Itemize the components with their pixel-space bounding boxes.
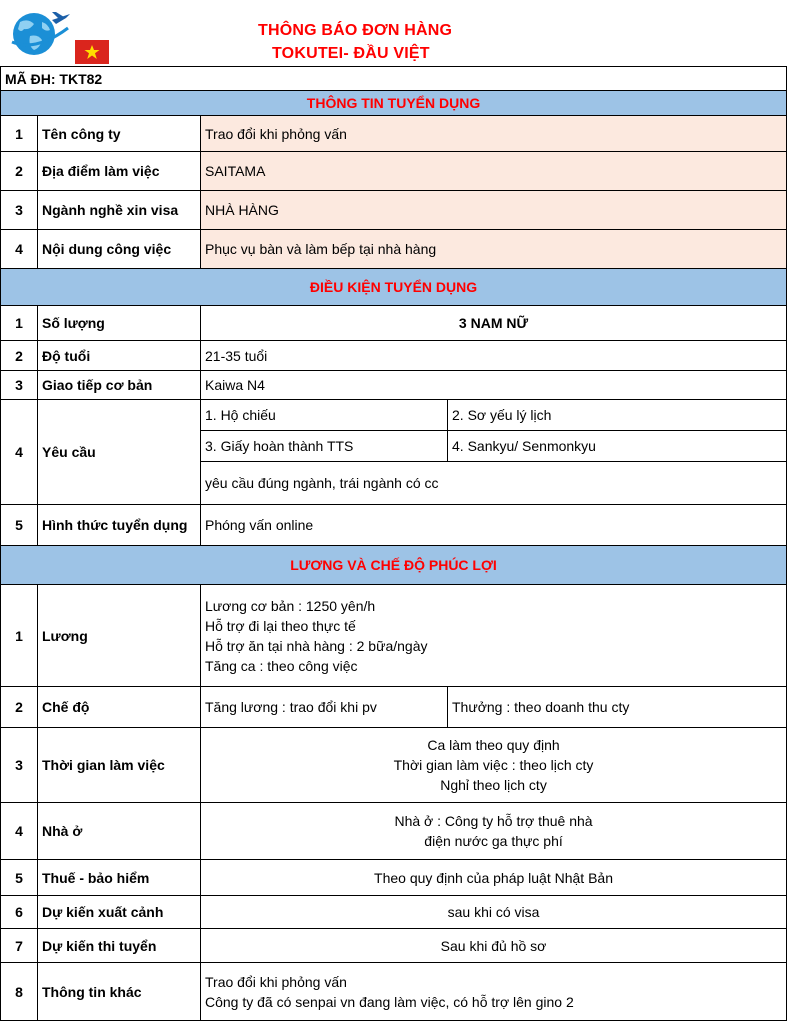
tax-value: Theo quy định của pháp luật Nhật Bản — [201, 860, 787, 896]
row-label: Độ tuổi — [38, 341, 201, 371]
row-number: 4 — [1, 230, 38, 269]
section-header-recruitment-info — [1, 91, 787, 116]
requirement-item: 4. Sankyu/ Senmonkyu — [448, 431, 787, 462]
page-title: THÔNG BÁO ĐƠN HÀNG — [258, 22, 453, 39]
table-row — [1, 687, 787, 728]
table-row — [1, 803, 787, 860]
table-row — [1, 728, 787, 803]
bonus-value: Thưởng : theo doanh thu cty — [448, 687, 787, 728]
raise-value: Tăng lương : trao đổi khi pv — [201, 687, 448, 728]
salary-line: Hỗ trợ ăn tại nhà hàng : 2 bữa/ngày — [205, 637, 428, 654]
globe-airplane-logo-icon — [6, 8, 74, 58]
row-value: SAITAMA — [201, 152, 787, 191]
row-label: Tên công ty — [38, 116, 201, 152]
row-label: Ngành nghề xin visa — [38, 191, 201, 230]
row-number: 3 — [1, 728, 38, 803]
working-time-details — [201, 728, 787, 803]
row-number: 1 — [1, 116, 38, 152]
table-row — [1, 896, 787, 929]
other-line: Công ty đã có senpai vn đang làm việc, có hỗ trợ lên gino 2 — [205, 993, 574, 1010]
salary-line: Hỗ trợ đi lại theo thực tế — [205, 617, 356, 634]
row-number: 3 — [1, 371, 38, 400]
table-row — [1, 963, 787, 1021]
section-title: ĐIỀU KIỆN TUYỂN DỤNG — [1, 269, 787, 306]
row-label: Dự kiến thi tuyển — [38, 929, 201, 963]
requirement-note: yêu cầu đúng ngành, trái ngành có cc — [201, 462, 787, 505]
order-table — [0, 66, 787, 1021]
table-row — [1, 371, 787, 400]
table-row — [1, 400, 787, 431]
row-number: 6 — [1, 896, 38, 929]
housing-details — [201, 803, 787, 860]
row-label: Nhà ở — [38, 803, 201, 860]
table-row — [1, 929, 787, 963]
row-label: Số lượng — [38, 306, 201, 341]
row-label: Yêu cầu — [38, 400, 201, 505]
row-number: 1 — [1, 306, 38, 341]
row-number: 2 — [1, 152, 38, 191]
salary-line: Tăng ca : theo công việc — [205, 657, 358, 674]
row-number: 4 — [1, 803, 38, 860]
row-label: Nội dung công việc — [38, 230, 201, 269]
requirement-item: 3. Giấy hoàn thành TTS — [201, 431, 448, 462]
row-value: Phục vụ bàn và làm bếp tại nhà hàng — [201, 230, 787, 269]
section-title: THÔNG TIN TUYỂN DỤNG — [1, 91, 787, 116]
quantity-value: 3 NAM NỮ — [201, 306, 787, 341]
table-row — [1, 341, 787, 371]
requirement-item: 1. Hộ chiếu — [201, 400, 448, 431]
order-code: MÃ ĐH: TKT82 — [1, 67, 787, 91]
row-number: 5 — [1, 505, 38, 546]
table-row — [1, 116, 787, 152]
housing-line: điện nước ga thực phí — [424, 833, 563, 849]
row-label: Giao tiếp cơ bản — [38, 371, 201, 400]
section-header-salary — [1, 546, 787, 585]
row-number: 3 — [1, 191, 38, 230]
other-line: Trao đổi khi phỏng vấn — [205, 973, 347, 990]
departure-value: sau khi có visa — [201, 896, 787, 929]
table-row — [1, 860, 787, 896]
table-row — [1, 191, 787, 230]
row-label: Địa điểm làm việc — [38, 152, 201, 191]
table-row — [1, 230, 787, 269]
row-value: Trao đổi khi phỏng vấn — [201, 116, 787, 152]
working-time-line: Thời gian làm việc : theo lịch cty — [393, 757, 594, 773]
section-title: LƯƠNG VÀ CHẾ ĐỘ PHÚC LỢI — [1, 546, 787, 585]
working-time-line: Ca làm theo quy định — [427, 737, 560, 753]
row-number: 2 — [1, 341, 38, 371]
row-label: Chế độ — [38, 687, 201, 728]
row-number: 4 — [1, 400, 38, 505]
age-value: 21-35 tuổi — [201, 341, 787, 371]
salary-line: Lương cơ bản : 1250 yên/h — [205, 597, 376, 614]
order-code-row — [1, 67, 787, 91]
other-details — [201, 963, 787, 1021]
row-number: 1 — [1, 585, 38, 687]
page-header — [0, 0, 787, 66]
row-label: Hình thức tuyển dụng — [38, 505, 201, 546]
salary-details — [201, 585, 787, 687]
row-label: Thời gian làm việc — [38, 728, 201, 803]
row-number: 7 — [1, 929, 38, 963]
row-number: 2 — [1, 687, 38, 728]
table-row — [1, 585, 787, 687]
table-row — [1, 505, 787, 546]
housing-line: Nhà ở : Công ty hỗ trợ thuê nhà — [394, 813, 593, 829]
row-number: 8 — [1, 963, 38, 1021]
row-label: Lương — [38, 585, 201, 687]
row-label: Dự kiến xuất cảnh — [38, 896, 201, 929]
working-time-line: Nghỉ theo lịch cty — [440, 777, 547, 793]
requirement-item: 2. Sơ yếu lý lịch — [448, 400, 787, 431]
exam-value: Sau khi đủ hồ sơ — [201, 929, 787, 963]
row-label: Thuế - bảo hiểm — [38, 860, 201, 896]
page-subtitle: TOKUTEI- ĐẦU VIỆT — [272, 45, 430, 62]
row-value: NHÀ HÀNG — [201, 191, 787, 230]
table-row — [1, 306, 787, 341]
interview-value: Phóng vấn online — [201, 505, 787, 546]
section-header-conditions — [1, 269, 787, 306]
table-row — [1, 152, 787, 191]
row-label: Thông tin khác — [38, 963, 201, 1021]
row-number: 5 — [1, 860, 38, 896]
language-value: Kaiwa N4 — [201, 371, 787, 400]
vietnam-flag-icon — [75, 40, 109, 64]
